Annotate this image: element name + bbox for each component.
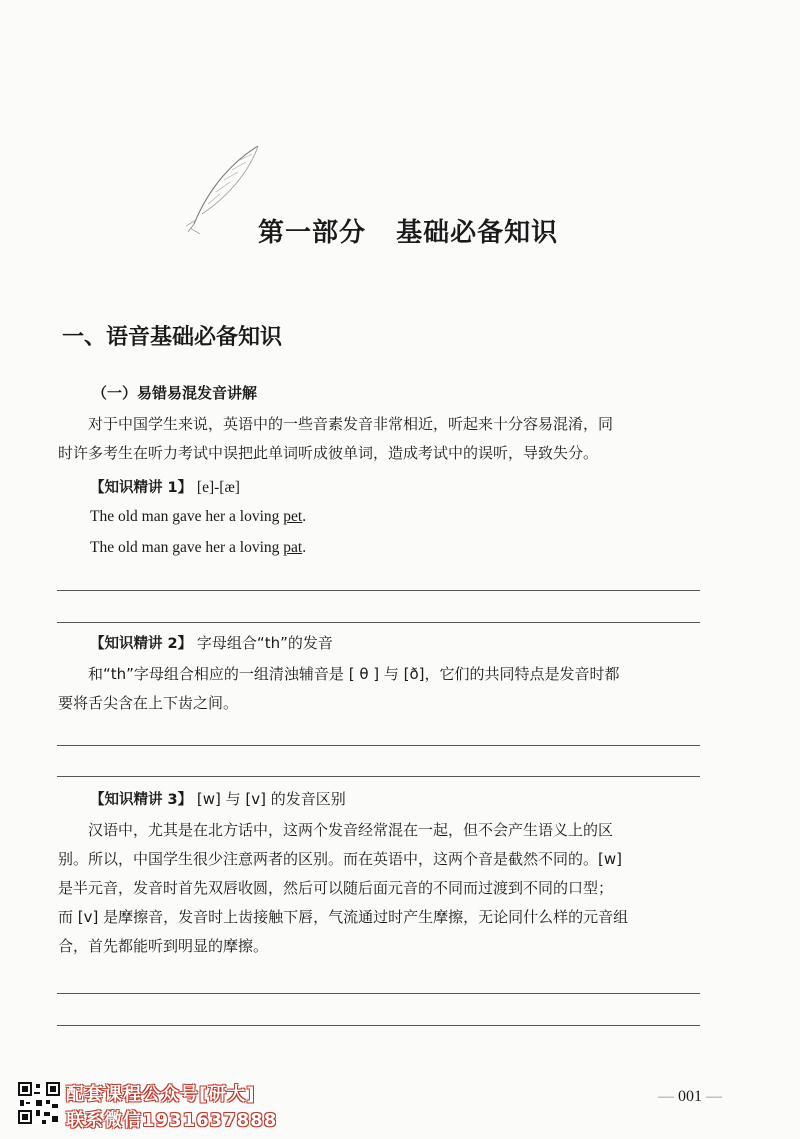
watermark-line-2: 联系微信1931637888 xyxy=(66,1110,278,1131)
page-number-value: 001 xyxy=(678,1088,702,1105)
point2-line-2: 要将舌尖含在上下齿之间。 xyxy=(58,694,239,712)
writing-line xyxy=(57,1025,700,1026)
point3-label: [w] 与 [v] 的发音区别 xyxy=(196,790,346,808)
writing-line xyxy=(57,776,700,777)
watermark-line-1: 配套课程公众号[研大] xyxy=(66,1084,256,1105)
point2-label: 字母组合“th”的发音 xyxy=(196,634,333,652)
writing-line xyxy=(57,745,700,746)
point3-line-1: 汉语中，尤其是在北方话中，这两个发音经常混在一起，但不会产生语义上的区 xyxy=(88,821,614,839)
intro-line-2: 时许多考生在听力考试中误把此单词听成彼单词，造成考试中的误听，导致失分。 xyxy=(58,444,599,462)
point1-heading xyxy=(90,476,240,497)
page-number-dash-left: — xyxy=(658,1088,678,1105)
example1-word: pet xyxy=(283,508,303,525)
point1-tag: 【知识精讲 1】 xyxy=(90,480,193,496)
example2-period: . xyxy=(302,539,307,556)
part-title: 第一部分 基础必备知识 xyxy=(258,218,559,248)
intro-line-1: 对于中国学生来说，英语中的一些音素发音非常相近，听起来十分容易混淆，同 xyxy=(88,415,614,433)
qr-code-icon xyxy=(18,1082,60,1124)
point2-paragraph xyxy=(58,660,700,718)
feather-decoration xyxy=(180,140,270,240)
example2-word: pat xyxy=(283,539,303,556)
example2-text: The old man gave her a loving xyxy=(90,539,284,556)
point3-heading xyxy=(90,788,346,809)
point3-line-4: 而 [v] 是摩擦音，发音时上齿接触下唇，气流通过时产生摩擦，无论同什么样的元音组 xyxy=(58,908,629,926)
intro-paragraph xyxy=(58,410,700,468)
example1-period: . xyxy=(302,508,307,525)
subsection-title: （一）易错易混发音讲解 xyxy=(92,384,258,402)
point3-tag: 【知识精讲 3】 xyxy=(90,792,193,808)
point2-tag: 【知识精讲 2】 xyxy=(90,636,193,652)
point2-line-1: 和“th”字母组合相应的一组清浊辅音是 [ θ ] 与 [ð]，它们的共同特点是发音时都 xyxy=(88,665,620,683)
section-title: 一、语音基础必备知识 xyxy=(62,325,283,350)
point3-line-3: 是半元音，发音时首先双唇收圆，然后可以随后面元音的不同而过渡到不同的口型； xyxy=(58,879,614,897)
point3-paragraph xyxy=(58,816,700,961)
point3-line-5: 合，首先都能听到明显的摩擦。 xyxy=(58,937,269,955)
point3-line-2: 别。所以，中国学生很少注意两者的区别。而在英语中，这两个音是截然不同的。[w] xyxy=(58,850,622,868)
point1-example-1 xyxy=(90,508,306,526)
point2-heading xyxy=(90,632,333,653)
example1-text: The old man gave her a loving xyxy=(90,508,284,525)
point1-label: [e]-[æ] xyxy=(196,479,240,496)
point1-example-2 xyxy=(90,539,306,557)
page-number-dash-right: — xyxy=(702,1088,722,1105)
writing-line xyxy=(57,622,700,623)
page-number xyxy=(658,1088,722,1106)
writing-line xyxy=(57,590,700,591)
writing-line xyxy=(57,993,700,994)
